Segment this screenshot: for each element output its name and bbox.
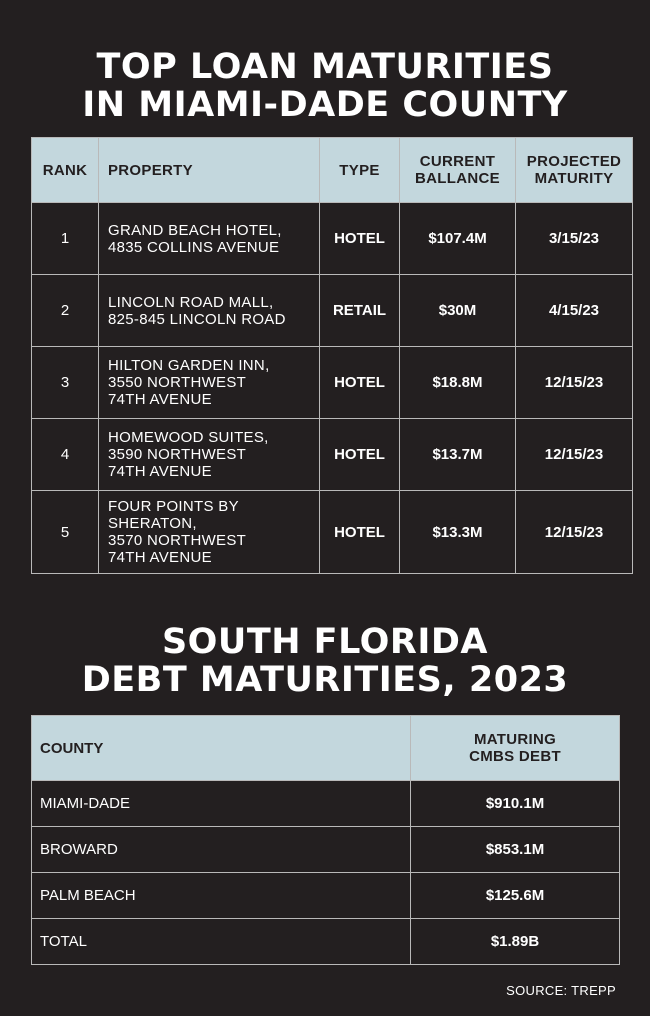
type-cell: HOTEL: [320, 203, 400, 275]
maturity-cell: 3/15/23: [516, 203, 633, 275]
header-maturing-cmbs-debt: MATURING CMBS DEBT: [411, 716, 620, 781]
secondary-title: [0, 623, 650, 699]
secondary-title-line-1: SOUTH FLORIDA: [161, 622, 489, 662]
table-row-total: [32, 919, 620, 965]
maturity-cell: 12/15/23: [516, 491, 633, 574]
property-cell: FOUR POINTS BY SHERATON, 3570 NORTHWEST 74TH AVENUE: [99, 491, 320, 574]
property-cell: HILTON GARDEN INN, 3550 NORTHWEST 74TH AVENUE: [99, 347, 320, 419]
header-projected-maturity: PROJECTED MATURITY: [516, 138, 633, 203]
balance-cell: $30M: [400, 275, 516, 347]
type-cell: HOTEL: [320, 347, 400, 419]
county-cell: TOTAL: [32, 919, 411, 965]
balance-cell: $107.4M: [400, 203, 516, 275]
debt-cell: $1.89B: [411, 919, 620, 965]
maturity-cell: 12/15/23: [516, 419, 633, 491]
debt-table-header-row: [32, 716, 620, 781]
county-cell: PALM BEACH: [32, 873, 411, 919]
rank-cell: 3: [32, 347, 99, 419]
property-cell: GRAND BEACH HOTEL, 4835 COLLINS AVENUE: [99, 203, 320, 275]
balance-cell: $13.7M: [400, 419, 516, 491]
rank-cell: 2: [32, 275, 99, 347]
rank-cell: 4: [32, 419, 99, 491]
debt-cell: $910.1M: [411, 781, 620, 827]
type-cell: RETAIL: [320, 275, 400, 347]
loan-maturities-table: [31, 137, 633, 574]
header-current-balance: CURRENT BALLANCE: [400, 138, 516, 203]
type-cell: HOTEL: [320, 491, 400, 574]
debt-cell: $125.6M: [411, 873, 620, 919]
header-rank: RANK: [32, 138, 99, 203]
balance-cell: $13.3M: [400, 491, 516, 574]
secondary-title-line-2: DEBT MATURITIES, 2023: [81, 660, 569, 700]
table-row: [32, 827, 620, 873]
property-cell: LINCOLN ROAD MALL, 825-845 LINCOLN ROAD: [99, 275, 320, 347]
rank-cell: 5: [32, 491, 99, 574]
source-credit: SOURCE: TREPP: [506, 983, 616, 998]
maturity-cell: 4/15/23: [516, 275, 633, 347]
table-row: [32, 203, 633, 275]
debt-cell: $853.1M: [411, 827, 620, 873]
property-cell: HOMEWOOD SUITES, 3590 NORTHWEST 74TH AVENUE: [99, 419, 320, 491]
table-row: [32, 275, 633, 347]
header-type: TYPE: [320, 138, 400, 203]
header-property: PROPERTY: [99, 138, 320, 203]
type-cell: HOTEL: [320, 419, 400, 491]
loan-table-header-row: [32, 138, 633, 203]
table-row: [32, 419, 633, 491]
table-row: [32, 491, 633, 574]
main-title-line-1: TOP LOAN MATURITIES: [96, 47, 554, 87]
main-title-line-2: IN MIAMI-DADE COUNTY: [82, 85, 568, 125]
header-county: COUNTY: [32, 716, 411, 781]
table-row: [32, 781, 620, 827]
county-cell: BROWARD: [32, 827, 411, 873]
table-row: [32, 873, 620, 919]
rank-cell: 1: [32, 203, 99, 275]
debt-maturities-table: [31, 715, 620, 965]
county-cell: MIAMI-DADE: [32, 781, 411, 827]
maturity-cell: 12/15/23: [516, 347, 633, 419]
table-row: [32, 347, 633, 419]
main-title: [0, 48, 650, 124]
balance-cell: $18.8M: [400, 347, 516, 419]
